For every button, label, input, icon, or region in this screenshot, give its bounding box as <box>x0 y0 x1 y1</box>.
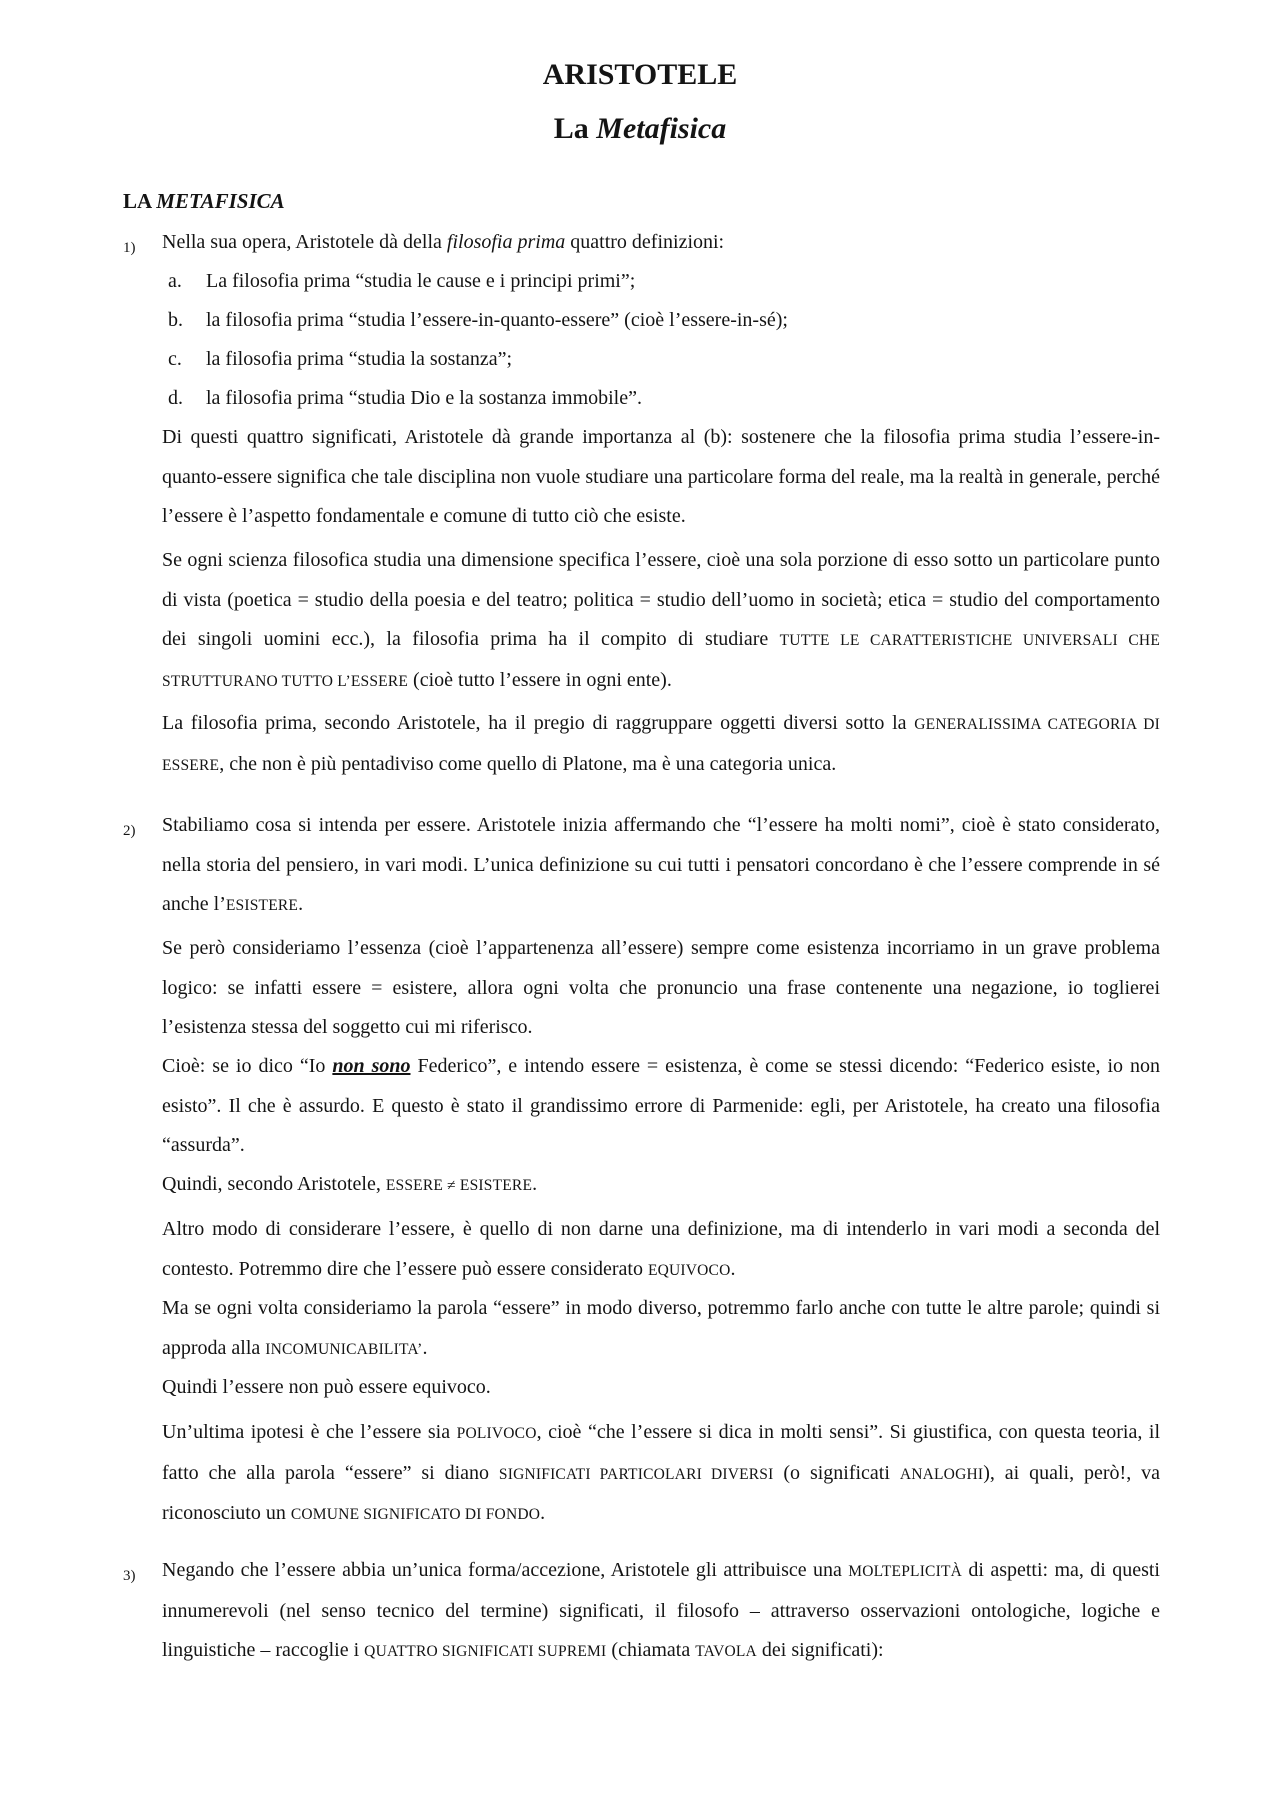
small-caps-term: INCOMUNICABILITA’ <box>265 1340 423 1358</box>
point-3-number: 3) <box>123 1568 136 1584</box>
subtitle-italic: Metafisica <box>596 112 727 145</box>
paragraph-text: Altro modo di considerare l’essere, è quello di non darne una definizione, ma di intenderlo in vari modi a seconda del contesto. Potremmo dire che l’essere può essere considerato <box>162 1218 1160 1280</box>
emphasized-term: non sono <box>332 1055 411 1077</box>
paragraph-text: . <box>532 1173 538 1195</box>
paragraph-text: . <box>540 1502 546 1524</box>
paragraph-text: Quindi, secondo Aristotele, <box>162 1173 386 1195</box>
point-2-paragraph-7: Quindi l’essere non può essere equivoco. <box>162 1376 491 1398</box>
section-heading-prefix: LA <box>123 189 157 213</box>
definition-text: la filosofia prima “studia l’essere-in-quanto-essere” (cioè l’essere-in-sé); <box>206 309 788 331</box>
paragraph-text: Stabiliamo cosa si intenda per essere. Aristotele inizia affermando che “l’essere ha molti nomi”, cioè è stato considerato, nella storia del pensiero, in vari modi. L’unica definizione su cui tutti i pensatori concordano è che l’essere comprende in sé anche l’ <box>162 814 1160 915</box>
section-heading <box>123 189 285 214</box>
point-1-intro-italic: filosofia prima <box>446 231 566 253</box>
paragraph-text: Cioè: se io dico “Io <box>162 1055 333 1077</box>
paragraph-text: (cioè tutto l’essere in ogni ente). <box>408 668 672 691</box>
definition-item <box>168 301 788 341</box>
small-caps-term: ESISTERE <box>225 897 299 914</box>
small-caps-term: TUTTE LE CARATTERISTICHE UNIVERSALI CHE STRUTTURANO TUTTO L’ESSERE <box>162 632 1160 690</box>
paragraph-text: Ma se ogni volta consideriamo la parola “essere” in modo diverso, potremmo farlo anche con tutte le altre parole; quindi si approda alla <box>162 1297 1160 1359</box>
paragraph-text: . <box>298 893 304 915</box>
small-caps-term: POLIVOCO <box>456 1425 537 1442</box>
definition-item <box>168 340 512 380</box>
paragraph-text: (o significati <box>773 1461 900 1484</box>
point-2-paragraph-3 <box>162 1047 1160 1166</box>
point-1-paragraph-2 <box>162 541 1160 701</box>
point-3-paragraph-1 <box>162 1551 1160 1672</box>
point-2-paragraph-4 <box>162 1165 1160 1206</box>
point-2-number: 2) <box>123 823 136 839</box>
definition-letter: c. <box>168 348 182 370</box>
definition-item <box>168 262 635 302</box>
point-2-paragraph-5 <box>162 1210 1160 1290</box>
paragraph-text: di aspetti: ma, di questi innumerevoli (nel senso tecnico del termine) significati, il filosofo – attraverso osservazioni ontologiche, logiche e linguistiche – raccoglie i <box>162 1559 1160 1661</box>
section-heading-italic: METAFISICA <box>156 189 285 213</box>
small-caps-term: QUATTRO SIGNIFICATI SUPREMI <box>364 1643 607 1660</box>
point-2-paragraph-1 <box>162 806 1160 926</box>
definition-text: la filosofia prima “studia Dio e la sostanza immobile”. <box>206 387 642 409</box>
point-1-intro <box>162 223 1160 263</box>
point-1-intro-text-b: quattro definizioni: <box>565 231 725 253</box>
paragraph-text: , cioè “che l’essere si dica in molti sensi”. Si giustifica, con questa teoria, il fatto che alla parola “essere” si diano <box>162 1421 1160 1484</box>
definition-letter: d. <box>168 387 183 409</box>
definition-item <box>168 379 642 419</box>
document-subtitle <box>0 112 1280 146</box>
point-2-paragraph-2: Se però consideriamo l’essenza (cioè l’appartenenza all’essere) sempre come esistenza incorriamo in un grave problema logico: se infatti essere = esistere, allora ogni volta che pronuncio una frase contenente una negazione, io toglierei l’esistenza stessa del soggetto cui mi riferisco. <box>162 937 1160 1038</box>
paragraph-text: Un’ultima ipotesi è che l’essere sia <box>162 1421 457 1443</box>
small-caps-term: TAVOLA <box>695 1643 757 1660</box>
definition-letter: a. <box>168 270 182 292</box>
point-1-paragraph-1: Di questi quattro significati, Aristotele dà grande importanza al (b): sostenere che la filosofia prima studia l’essere-in-quanto-essere significa che tale disciplina non vuole studiare una particolare forma del reale, ma la realtà in generale, perché l’essere è l’aspetto fondamentale e comune di tutto ciò che esiste. <box>162 426 1160 527</box>
subtitle-prefix: La <box>553 112 597 145</box>
point-1-intro-text-a: Nella sua opera, Aristotele dà della <box>162 231 447 253</box>
paragraph-text: ), ai quali, però!, va riconosciuto un <box>162 1461 1160 1524</box>
small-caps-term: ESSERE ≠ ESISTERE <box>385 1177 533 1194</box>
small-caps-term: MOLTEPLICITÀ <box>848 1563 963 1580</box>
small-caps-term: ANALOGHI <box>899 1465 984 1483</box>
small-caps-term: GENERALISSIMA CATEGORIA DI ESSERE <box>162 716 1160 774</box>
paragraph-text: , che non è più pentadiviso come quello di Platone, ma è una categoria unica. <box>219 752 837 775</box>
point-2-paragraph-6 <box>162 1289 1160 1369</box>
definition-letter: b. <box>168 309 183 331</box>
small-caps-term: SIGNIFICATI PARTICOLARI DIVERSI <box>498 1465 774 1483</box>
document-title: ARISTOTELE <box>542 58 738 91</box>
small-caps-term: COMUNE SIGNIFICATO DI FONDO <box>290 1506 541 1523</box>
paragraph-text: . <box>422 1336 428 1359</box>
definition-text: La filosofia prima “studia le cause e i principi primi”; <box>206 270 636 292</box>
paragraph-text: Se ogni scienza filosofica studia una dimensione specifica l’essere, cioè una sola porzione di esso sotto un particolare punto di vista (poetica = studio della poesia e del teatro; politica = studio dell’uomo in società; etica = studio del comportamento dei singoli uomini ecc.), la filosofia prima ha il compito di studiare <box>162 549 1160 650</box>
paragraph-text: . <box>730 1257 736 1280</box>
point-1-number: 1) <box>123 240 136 256</box>
paragraph-text: dei significati): <box>756 1639 884 1661</box>
definition-text: la filosofia prima “studia la sostanza”; <box>206 348 513 370</box>
small-caps-term: EQUIVOCO <box>647 1261 731 1279</box>
paragraph-text: Federico”, e intendo essere = esistenza, è come se stessi dicendo: “Federico esiste, io non esisto”. Il che è assurdo. E questo è stato il grandissimo errore di Parmenide: egli, per Aristotele, ha creato una filosofia “assurda”. <box>162 1055 1160 1156</box>
paragraph-text: (chiamata <box>606 1639 696 1661</box>
point-2-paragraph-8 <box>162 1413 1160 1535</box>
paragraph-text: La filosofia prima, secondo Aristotele, ha il pregio di raggruppare oggetti diversi sotto la <box>162 712 915 734</box>
paragraph-text: Negando che l’essere abbia un’unica forma/accezione, Aristotele gli attribuisce una <box>162 1559 849 1581</box>
point-1-paragraph-3 <box>162 704 1160 785</box>
